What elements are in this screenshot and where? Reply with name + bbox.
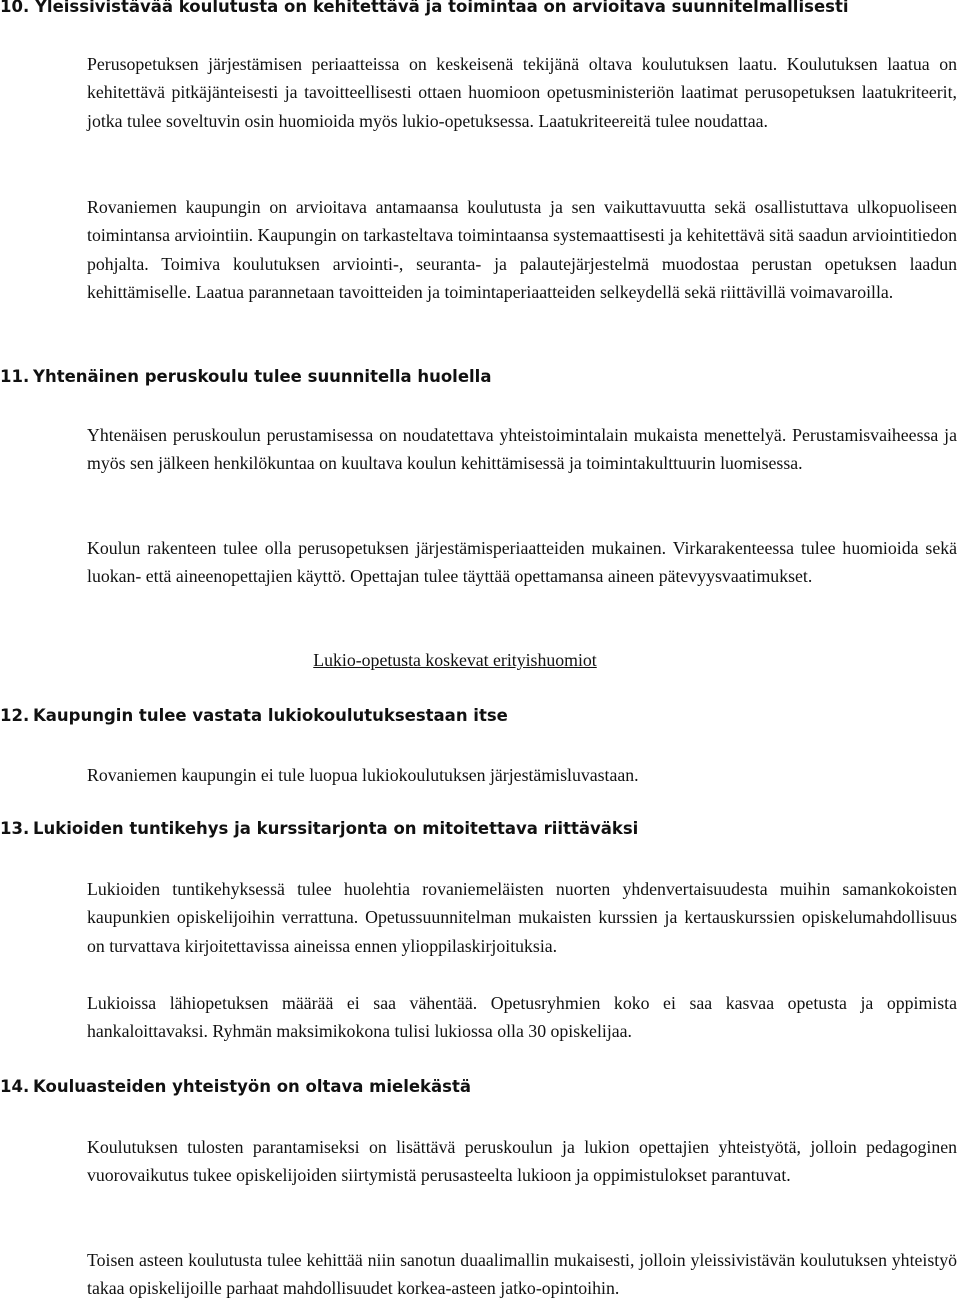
section-11-title: Yhtenäinen peruskoulu tulee suunnitella huolella <box>33 367 492 386</box>
section-14-paragraph-1: Koulutuksen tulosten parantamiseksi on lisättävä peruskoulun ja lukion opettajien yhteistyötä, jolloin pedagoginen vuorovaikutus tukee opiskelijoiden siirtymistä perusasteelta lukioon ja oppimistulokset parantuvat. <box>87 1137 957 1186</box>
section-13-paragraph-2: Lukioissa lähiopetuksen määrää ei saa vähentää. Opetusryhmien koko ei saa kasvaa opetusta ja oppimista hankaloittavaksi. Ryhmän maksimikokona tulisi lukiossa olla 30 opiskelijaa. <box>87 993 957 1042</box>
section-12-title: Kaupungin tulee vastata lukiokoulutuksestaan itse <box>33 706 508 725</box>
section-10-paragraph-2: Rovaniemen kaupungin on arvioitava antamaansa koulutusta ja sen vaikuttavuutta sekä osallistuttava ulkopuoliseen toimintansa arviointiin. Kaupungin on tarkasteltava toimintaansa systemaattisesti ja kehitettävä sitä saadun arviointitiedon pohjalta. Toimiva koulutuksen arviointi-, seuranta- ja palautejärjestelmä muodostaa perustan opetuksen laadun kehittämiselle. Laatua parannetaan tavoitteiden ja toimintaperiaatteiden selkeydellä sekä riittävillä voimavaroilla. <box>87 197 957 303</box>
section-13-paragraph-1: Lukioiden tuntikehyksessä tulee huolehtia rovaniemeläisten nuorten yhdenvertaisuudesta muihin samankokoisten kaupunkien opiskelijoihin verrattuna. Opetussuunnitelman mukaisten kurssien ja kertauskurssien opiskelumahdollisuus on turvattava kirjoitettavissa aineissa ennen ylioppilaskirjoituksia. <box>87 879 957 956</box>
section-14-title: Kouluasteiden yhteistyön on oltava mielekästä <box>33 1077 471 1096</box>
section-11-paragraph-1: Yhtenäisen peruskoulun perustamisessa on noudatettava yhteistoimintalain mukaista menettelyä. Perustamisvaiheessa ja myös sen jälkeen henkilökuntaa on kuultava koulun kehittämisessä ja toimintakulttuurin luomisessa. <box>87 425 957 474</box>
section-13-title: Lukioiden tuntikehys ja kurssitarjonta on mitoitettava riittäväksi <box>33 819 639 838</box>
section-13-heading <box>0 819 638 838</box>
section-12-heading <box>0 706 508 725</box>
lukio-subheading: Lukio-opetusta koskevat erityishuomiot <box>313 650 597 670</box>
section-12-paragraph-1: Rovaniemen kaupungin ei tule luopua lukiokoulutuksen järjestämisluvastaan. <box>87 765 639 785</box>
section-14-number: 14. <box>0 1077 30 1096</box>
section-14-heading <box>0 1077 471 1096</box>
section-12-number: 12. <box>0 706 30 725</box>
section-14-paragraph-2: Toisen asteen koulutusta tulee kehittää niin sanotun duaalimallin mukaisesti, jolloin yleissivistävän koulutuksen yhteistyö takaa opiskelijoille parhaat mahdollisuudet korkea-asteen jatko-opintoihin. <box>87 1250 957 1299</box>
section-10-paragraph-1: Perusopetuksen järjestämisen periaatteissa on keskeisenä tekijänä oltava koulutuksen laatu. Koulutuksen laatua on kehitettävä pitkäjänteisesti ja tavoitteellisesti ottaen huomioon opetusministeriön laatimat perusopetuksen laatukriteerit, jotka tulee soveltuvin osin huomioida myös lukio-opetuksessa. Laatukriteereitä tulee noudattaa. <box>87 54 957 131</box>
section-11-heading <box>0 367 491 386</box>
section-10-title: Yleissivistävää koulutusta on kehitettävä ja toimintaa on arvioitava suunnitelmallisesti <box>34 0 849 16</box>
section-10-heading <box>0 0 849 16</box>
section-10-number: 10. <box>0 0 30 16</box>
section-11-paragraph-2: Koulun rakenteen tulee olla perusopetuksen järjestämisperiaatteiden mukainen. Virkarakenteessa tulee huomioida sekä luokan- että aineenopettajien käyttö. Opettajan tulee täyttää opettamansa aineen pätevyysvaatimukset. <box>87 538 957 587</box>
section-13-number: 13. <box>0 819 30 838</box>
section-11-number: 11. <box>0 367 30 386</box>
